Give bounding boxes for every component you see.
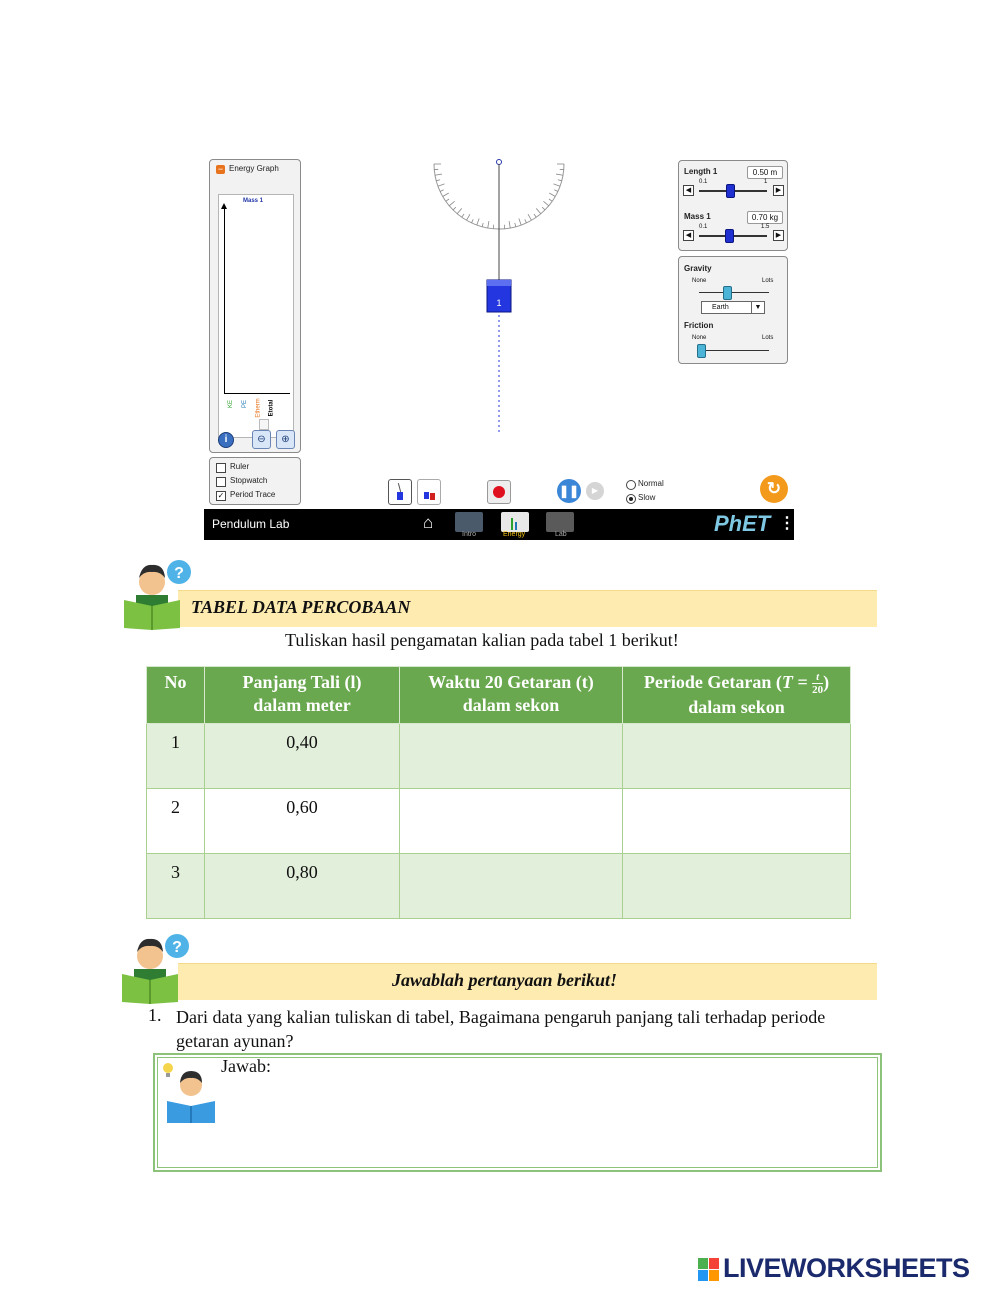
- pendulum-lab-simulation: [204, 152, 794, 540]
- speed-slow-label: Slow: [638, 493, 656, 502]
- graph-label-etherm: Etherm: [255, 398, 262, 418]
- info-button[interactable]: i: [218, 432, 234, 448]
- mass-value: 0.70 kg: [747, 211, 783, 224]
- answer-input[interactable]: [221, 1081, 872, 1162]
- energy-graph-plot: [218, 194, 294, 438]
- graph-label-pe: PE: [242, 399, 249, 409]
- protractor-tick: [556, 174, 563, 175]
- protractor-tick: [525, 219, 527, 223]
- friction-slider-thumb[interactable]: [697, 344, 706, 358]
- gravity-slider-track[interactable]: [699, 292, 769, 293]
- protractor-tick: [549, 199, 552, 201]
- protractor-tick: [453, 207, 456, 210]
- protractor-tick: [543, 201, 548, 205]
- protractor-tick: [438, 184, 445, 186]
- logo-text: LIVEWORKSHEETS: [723, 1253, 970, 1283]
- zoom-in-button[interactable]: ⊕: [276, 430, 295, 449]
- ruler-label: Ruler: [230, 462, 250, 471]
- thinking-student-icon: [118, 930, 198, 1004]
- length-slider-thumb[interactable]: [726, 184, 735, 198]
- graph-mass-label: Mass 1: [243, 198, 264, 204]
- length-mass-panel: [678, 160, 788, 251]
- cell-no: 1: [147, 724, 205, 789]
- phet-logo[interactable]: PhET: [714, 511, 771, 536]
- protractor-tick: [536, 208, 540, 213]
- cell-length: 0,80: [205, 854, 400, 919]
- cell-no: 3: [147, 854, 205, 919]
- graph-axis-arrow-icon: [221, 203, 227, 209]
- cell-length: 0,60: [205, 789, 400, 854]
- cell-length: 0,40: [205, 724, 400, 789]
- gravity-slider-thumb[interactable]: [723, 286, 732, 300]
- pause-button[interactable]: ❚❚: [557, 479, 581, 503]
- speed-normal-radio[interactable]: [626, 480, 636, 490]
- protractor-tick: [509, 221, 510, 228]
- gravity-friction-panel: [678, 256, 788, 364]
- svg-text:?: ?: [172, 939, 182, 956]
- protractor-tick: [457, 208, 461, 213]
- stopwatch-checkbox[interactable]: [216, 477, 226, 487]
- graph-x-axis: [224, 393, 290, 394]
- friction-slider-track[interactable]: [699, 350, 769, 351]
- cell-period-input[interactable]: [623, 789, 851, 854]
- protractor-tick: [472, 219, 474, 223]
- tab-intro[interactable]: [455, 512, 483, 532]
- table-row: [147, 854, 851, 919]
- protractor-tick: [515, 223, 516, 227]
- tab-lab-label: Lab: [555, 531, 567, 538]
- protractor-tick: [554, 184, 561, 186]
- tools-panel: [209, 457, 301, 505]
- pivot-icon: [497, 160, 502, 165]
- length-min: 0.1: [699, 179, 708, 185]
- liveworksheets-logo: [698, 1255, 994, 1287]
- header-length: Panjang Tali (l) dalam meter: [205, 667, 400, 724]
- graph-y-axis: [224, 207, 225, 393]
- protractor-tick: [462, 214, 464, 217]
- bob-label: 1: [496, 298, 502, 308]
- gravity-min: None: [692, 278, 707, 284]
- protractor-tick: [443, 193, 449, 197]
- friction-min: None: [692, 335, 707, 341]
- friction-max: Lots: [762, 335, 774, 341]
- zoom-out-button[interactable]: ⊖: [252, 430, 271, 449]
- svg-text:?: ?: [174, 565, 184, 582]
- protractor-tick: [440, 190, 444, 192]
- protractor-tick: [449, 201, 454, 205]
- graph-label-etotal: Etotal: [268, 399, 275, 417]
- pendulum-two-icon: [424, 492, 429, 499]
- gravity-label: Gravity: [684, 264, 712, 273]
- header-time: Waktu 20 Getaran (t) dalam sekon: [400, 667, 623, 724]
- tab-energy[interactable]: [501, 512, 529, 532]
- protractor-tick: [446, 199, 449, 201]
- thinking-student-icon: [120, 556, 200, 630]
- length-decrease-button[interactable]: ◀: [683, 185, 694, 196]
- protractor-tick: [436, 180, 440, 181]
- protractor-tick: [554, 190, 558, 192]
- home-icon[interactable]: ⌂: [423, 513, 434, 532]
- cell-time-input[interactable]: [400, 724, 623, 789]
- mass-max: 1.5: [761, 224, 770, 230]
- record-button[interactable]: [487, 480, 511, 504]
- gravity-max: Lots: [762, 278, 774, 284]
- mass-slider-thumb[interactable]: [725, 229, 734, 243]
- mass-increase-button[interactable]: ▶: [773, 230, 784, 241]
- protractor-tick: [482, 223, 483, 227]
- protractor-and-pendulum: [399, 152, 599, 442]
- cell-period-input[interactable]: [623, 724, 851, 789]
- table-header-row: [147, 667, 851, 724]
- sim-title: Pendulum Lab: [212, 517, 290, 531]
- cell-time-input[interactable]: [400, 854, 623, 919]
- stopwatch-label: Stopwatch: [230, 476, 268, 485]
- data-table: [146, 666, 851, 919]
- protractor-tick: [467, 214, 471, 220]
- answer-box[interactable]: [153, 1053, 882, 1172]
- speed-normal-label: Normal: [638, 479, 664, 488]
- length-max: 1: [764, 179, 768, 185]
- protractor-tick: [534, 214, 536, 217]
- protractor-tick: [477, 219, 479, 226]
- menu-icon[interactable]: ⋮: [779, 515, 795, 532]
- tab-lab[interactable]: [546, 512, 574, 532]
- mass-decrease-button[interactable]: ◀: [683, 230, 694, 241]
- question-number: 1.: [148, 1005, 162, 1025]
- section1-title: TABEL DATA PERCOBAAN: [191, 597, 411, 617]
- table-instruction: Tuliskan hasil pengamatan kalian pada tabel 1 berikut!: [285, 630, 679, 650]
- length-label: Length 1: [684, 167, 718, 176]
- ruler-mode-button[interactable]: [388, 479, 412, 505]
- gravity-preset-select[interactable]: [701, 301, 765, 314]
- length-increase-button[interactable]: ▶: [773, 185, 784, 196]
- period-trace-label: Period Trace: [230, 490, 276, 499]
- pendulum-one-icon: [397, 492, 403, 500]
- ruler-checkbox[interactable]: [216, 463, 226, 473]
- energy-graph-panel: [209, 159, 301, 453]
- phet-navbar: [204, 509, 794, 540]
- dropdown-arrow-icon: ▼: [751, 302, 764, 313]
- tab-intro-label: Intro: [462, 531, 477, 538]
- friction-label: Friction: [684, 321, 714, 330]
- answer-label: Jawab:: [221, 1056, 271, 1076]
- protractor-tick: [528, 214, 532, 220]
- protractor-tick: [558, 180, 562, 181]
- reset-all-button[interactable]: ↻: [760, 475, 788, 503]
- cell-period-input[interactable]: [623, 854, 851, 919]
- protractor-tick: [542, 207, 545, 210]
- energy-graph-title: Energy Graph: [229, 164, 279, 173]
- mass-min: 0.1: [699, 224, 708, 230]
- question-text: Dari data yang kalian tuliskan di tabel, Bagaimana pengaruh panjang tali terhadap periode getaran ayunan?: [176, 1007, 826, 1051]
- graph-label-ke: KE: [228, 399, 235, 409]
- reading-student-icon: [159, 1059, 215, 1123]
- period-trace-checkbox[interactable]: ✓: [217, 491, 225, 500]
- cell-no: 2: [147, 789, 205, 854]
- protractor-tick: [435, 174, 442, 175]
- table-row: [147, 724, 851, 789]
- tab-energy-label: Energy: [503, 531, 526, 538]
- record-icon: [493, 486, 505, 498]
- protractor-tick: [488, 221, 489, 228]
- protractor-tick: [519, 219, 521, 226]
- table-row: [147, 789, 851, 854]
- protractor-tick: [549, 193, 555, 197]
- section2-title: Jawablah pertanyaan berikut!: [392, 970, 618, 990]
- header-period: Periode Getaran (T = $\frac{t}{20}$ ) dalam sekon: [623, 667, 851, 724]
- two-pendulums-button[interactable]: [417, 479, 441, 505]
- collapse-energy-graph-button[interactable]: −: [217, 164, 224, 174]
- logo-badge-icon: [698, 1258, 720, 1282]
- mass-label: Mass 1: [684, 212, 711, 221]
- step-button[interactable]: ▶: [586, 482, 604, 500]
- length-value: 0.50 m: [747, 166, 783, 179]
- period-formula-fraction: $\frac{t}{20}$: [812, 671, 824, 697]
- header-no: No: [147, 667, 205, 724]
- clear-thermal-icon[interactable]: [259, 419, 269, 430]
- cell-time-input[interactable]: [400, 789, 623, 854]
- gravity-preset-value: Earth: [712, 304, 729, 311]
- speed-slow-radio[interactable]: [626, 494, 636, 504]
